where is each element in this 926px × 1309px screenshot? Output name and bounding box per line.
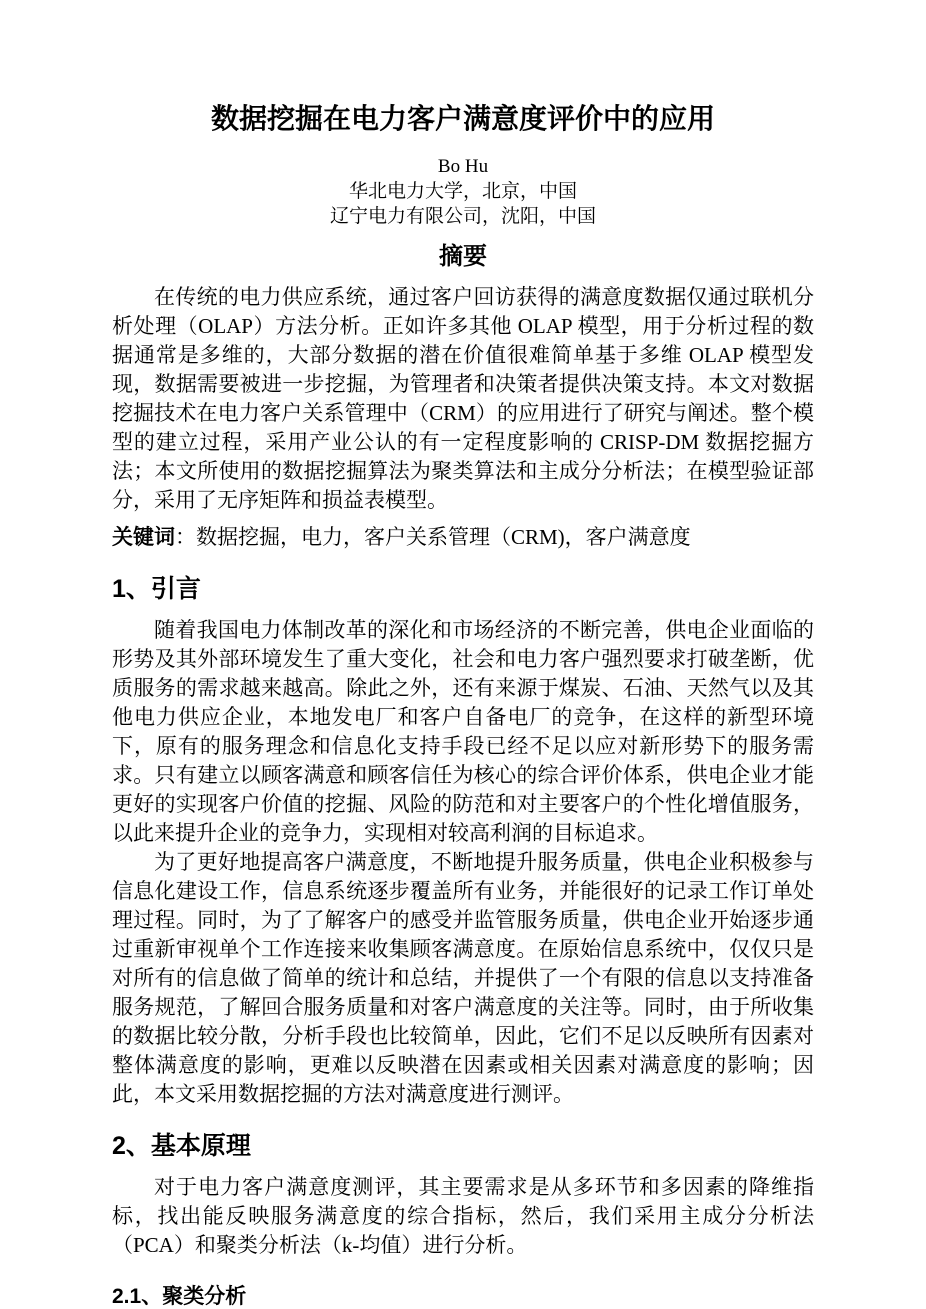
introduction-paragraph-2: 为了更好地提高客户满意度，不断地提升服务质量，供电企业积极参与信息化建设工作，信息系统逐步覆盖所有业务，并能很好的记录工作订单处理过程。同时，为了了解客户的感受并监管服务质量，供电企业开始逐步通过重新审视单个工作连接来收集顾客满意度。在原始信息系统中，仅仅只是对所有的信息做了简单的统计和总结，并提供了一个有限的信息以支持准备服务规范，了解回合服务质量和对客户满意度的关注等。同时，由于所收集的数据比较分散，分析手段也比较简单，因此，它们不足以反映所有因素对整体满意度的影响，更难以反映潜在因素或相关因素对满意度的影响；因此，本文采用数据挖掘的方法对满意度进行测评。 <box>112 850 814 1106</box>
author-block <box>112 154 814 229</box>
section-heading-basic-principles: 2、基本原理 <box>112 1132 251 1160</box>
keywords-text: 数据挖掘，电力，客户关系管理（CRM)，客户满意度 <box>196 525 691 549</box>
abstract-heading: 摘要 <box>439 243 487 270</box>
page-title: 数据挖掘在电力客户满意度评价中的应用 <box>210 104 715 135</box>
keywords-line <box>112 523 814 552</box>
keywords-separator: ： <box>175 525 196 549</box>
abstract-text: 在传统的电力供应系统，通过客户回访获得的满意度数据仅通过联机分析处理（OLAP）方法分析。正如许多其他 OLAP 模型，用于分析过程的数据通常是多维的，大部分数据的潜在价值很难简单基于多维 OLAP 模型发现，数据需要被进一步挖掘，为管理者和决策者提供决策支持。本文对数据挖掘技术在电力客户关系管理中（CRM）的应用进行了研究与阐述。整个模型的建立过程，采用产业公认的有一定程度影响的 CRISP-DM 数据挖掘方法；本文所使用的数据挖掘算法为聚类算法和主成分分析法；在模型验证部分，采用了无序矩阵和损益表模型。 <box>112 285 814 512</box>
keywords-label: 关键词 <box>112 526 175 549</box>
section-heading-introduction: 1、引言 <box>112 575 201 603</box>
author-name: Bo Hu <box>437 156 489 177</box>
basic-principles-paragraph-1: 对于电力客户满意度测评，其主要需求是从多环节和多因素的降维指标，找出能反映服务满意度的综合指标，然后，我们采用主成分分析法（PCA）和聚类分析法（k-均值）进行分析。 <box>112 1175 814 1257</box>
subsection-heading-cluster-analysis: 2.1、聚类分析 <box>112 1285 247 1308</box>
introduction-paragraph-1: 随着我国电力体制改革的深化和市场经济的不断完善，供电企业面临的形势及其外部环境发生了重大变化，社会和电力客户强烈要求打破垄断，优质服务的需求越来越高。除此之外，还有来源于煤炭、石油、天然气以及其他电力供应企业，本地发电厂和客户自备电厂的竞争，在这样的新型环境下，原有的服务理念和信息化支持手段已经不足以应对新形势下的服务需求。只有建立以顾客满意和顾客信任为核心的综合评价体系，供电企业才能更好的实现客户价值的挖掘、风险的防范和对主要客户的个性化增值服务，以此来提升企业的竞争力，实现相对较高利润的目标追求。 <box>112 618 814 845</box>
affiliation-line-1: 华北电力大学，北京，中国 <box>348 181 577 202</box>
affiliation-line-2: 辽宁电力有限公司，沈阳，中国 <box>329 206 596 227</box>
